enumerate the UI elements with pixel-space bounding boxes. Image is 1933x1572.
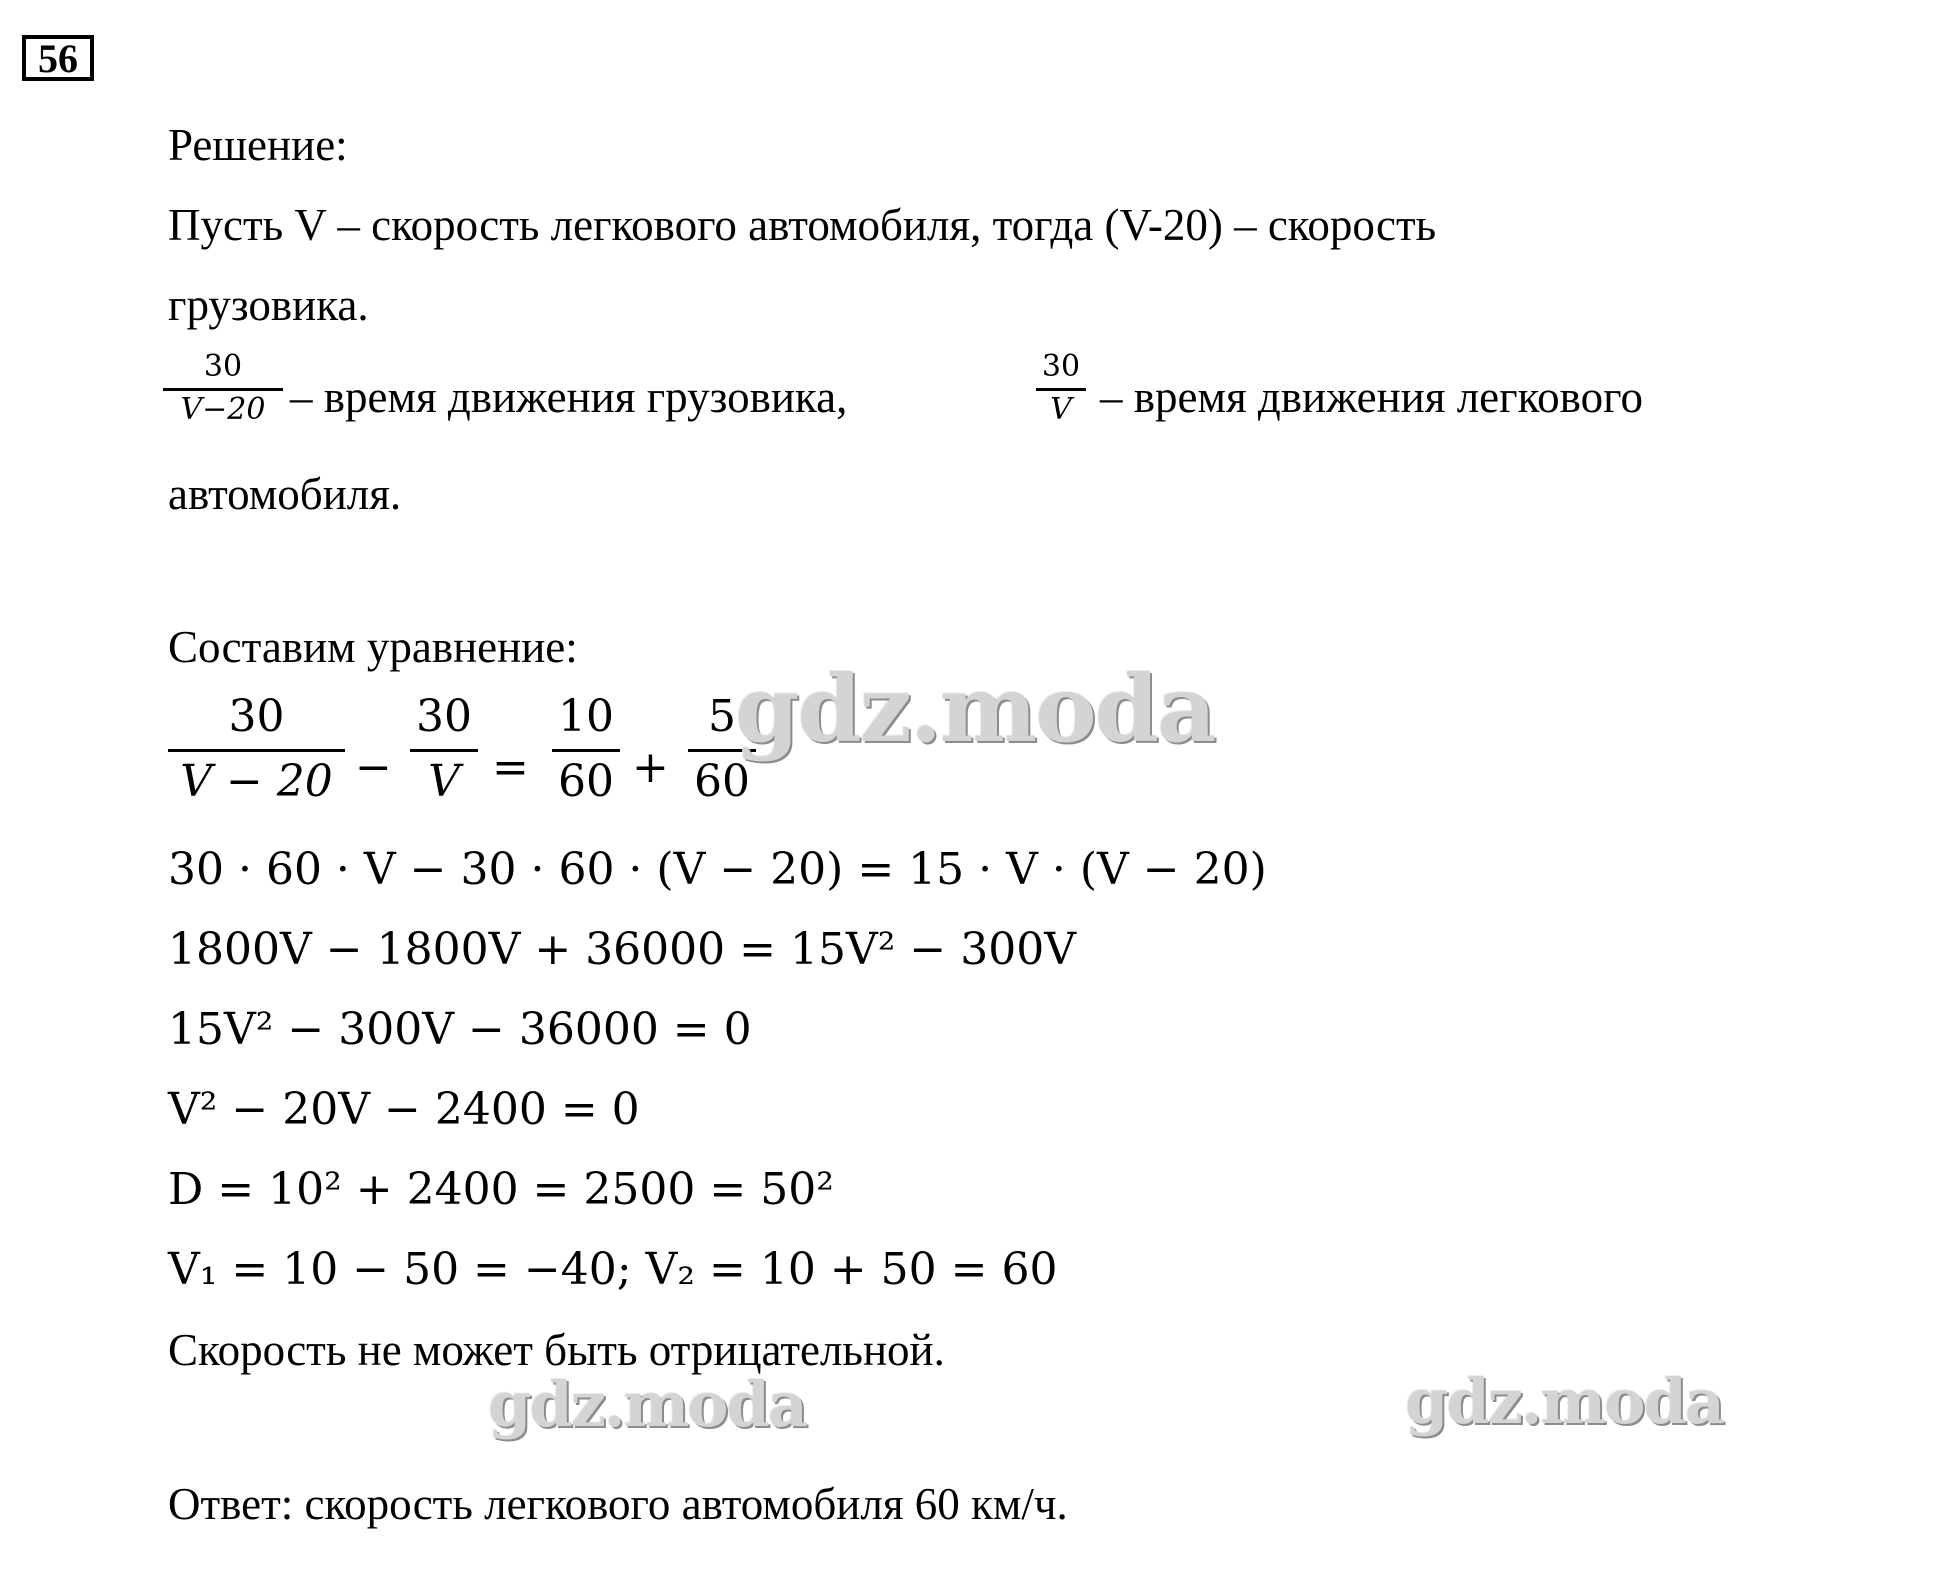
fraction-bar xyxy=(163,388,283,391)
fraction-numerator: 30 xyxy=(228,691,285,742)
fraction-denominator: V xyxy=(1050,392,1072,427)
intro-line-2: грузовика. xyxy=(168,280,369,330)
fraction-bar xyxy=(410,749,478,752)
watermark-logo: gdz.moda xyxy=(488,1368,806,1441)
equation-step-2: 1800V − 1800V + 36000 = 15V² − 300V xyxy=(168,924,1076,975)
fraction-numerator: 10 xyxy=(558,691,614,742)
fraction-numerator: 30 xyxy=(1041,349,1081,384)
truck-time-fraction xyxy=(163,349,283,427)
fraction-denominator: 60 xyxy=(694,756,750,807)
problem-number: 56 xyxy=(22,35,94,81)
fraction-bar xyxy=(168,749,345,752)
fraction-denominator: 60 xyxy=(558,756,614,807)
equation-heading: Составим уравнение: xyxy=(168,622,578,672)
fraction-bar xyxy=(1036,388,1086,391)
solution-heading: Решение: xyxy=(168,120,348,170)
operator-plus: + xyxy=(632,742,669,793)
operator-minus: − xyxy=(355,742,392,793)
equation-step-1: 30 · 60 · V − 30 · 60 · (V − 20) = 15 · V · (V − 20) xyxy=(168,844,1267,895)
truck-time-text: – время движения грузовика, xyxy=(290,372,848,422)
fraction-numerator: 30 xyxy=(416,691,472,742)
intro-line-1: Пусть V – скорость легкового автомобиля, тогда (V-20) – скорость xyxy=(168,200,1437,250)
fraction-denominator: V xyxy=(428,756,460,807)
intro-line-3: автомобиля. xyxy=(168,469,402,519)
equation-fraction-1 xyxy=(168,691,345,807)
answer-text: Ответ: скорость легкового автомобиля 60 км/ч. xyxy=(168,1479,1068,1529)
fraction-numerator: 5 xyxy=(708,691,736,742)
operator-equals: = xyxy=(492,742,529,793)
fraction-denominator: V−20 xyxy=(180,392,266,427)
fraction-denominator: V − 20 xyxy=(180,756,333,807)
watermark-logo: gdz.moda xyxy=(735,655,1215,763)
car-time-text: – время движения легкового xyxy=(1100,372,1643,422)
conclusion-text: Скорость не может быть отрицательной. xyxy=(168,1325,945,1375)
watermark-logo: gdz.moda xyxy=(1405,1365,1723,1438)
equation-step-6: V₁ = 10 − 50 = −40; V₂ = 10 + 50 = 60 xyxy=(168,1244,1058,1295)
equation-fraction-2 xyxy=(410,691,478,807)
equation-step-3: 15V² − 300V − 36000 = 0 xyxy=(168,1004,752,1055)
equation-step-5: D = 10² + 2400 = 2500 = 50² xyxy=(168,1164,834,1215)
equation-fraction-3 xyxy=(552,691,620,807)
fraction-numerator: 30 xyxy=(203,349,243,384)
fraction-bar xyxy=(552,749,620,752)
car-time-fraction xyxy=(1036,349,1086,427)
equation-step-4: V² − 20V − 2400 = 0 xyxy=(168,1084,640,1135)
